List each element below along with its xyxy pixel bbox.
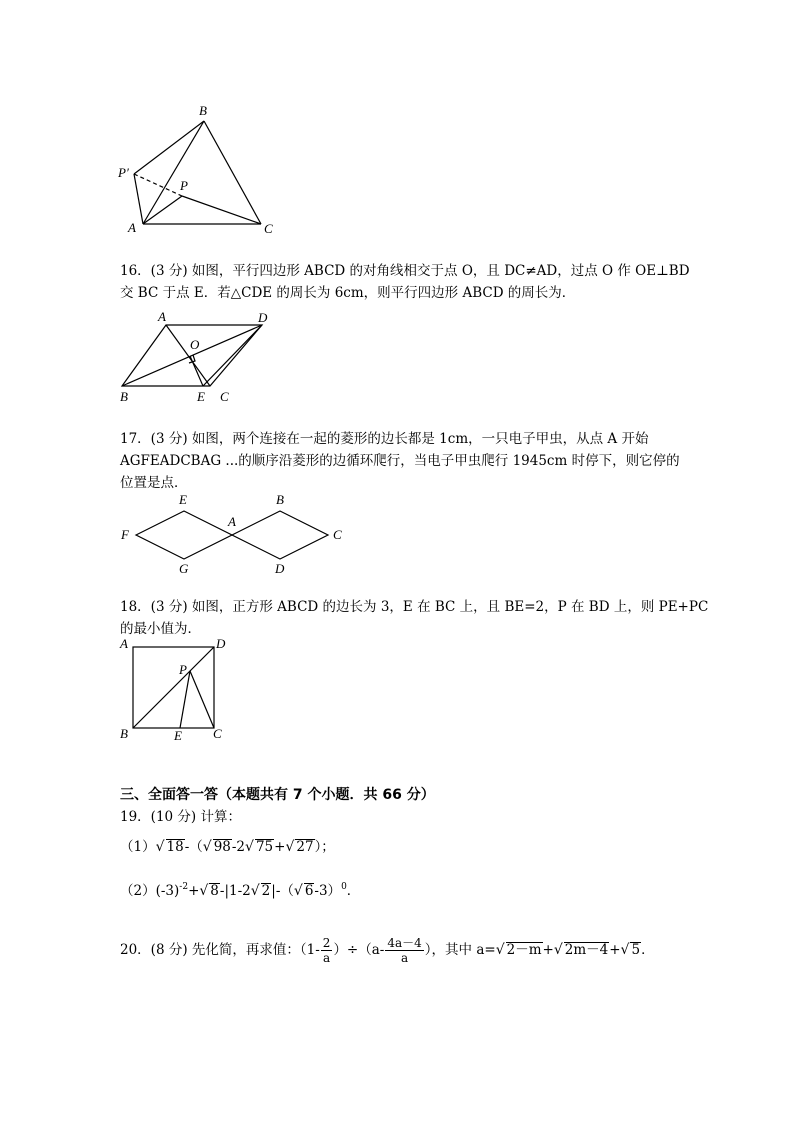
label-b: B: [120, 389, 128, 404]
segment-ba: [143, 121, 204, 224]
dashed-p1p: [134, 174, 182, 196]
q19-p1-m1: -（: [184, 839, 203, 855]
diagonal-ac: [166, 325, 210, 386]
label-c: C: [213, 726, 222, 741]
q18-line2: 的最小值为．: [120, 621, 201, 637]
segment-oe: [190, 356, 203, 386]
q19-p2-m1: +: [188, 883, 200, 899]
label-e: E: [174, 728, 182, 743]
radical-icon: √: [199, 883, 209, 899]
q20-m2: ），其中 a=: [424, 942, 496, 958]
q20-f2-den: a: [401, 951, 409, 965]
q20-fraction-2: [385, 936, 423, 965]
radical-icon: √: [285, 839, 295, 855]
q19-p2-exp1: -2: [179, 882, 189, 892]
label-b: B: [199, 103, 207, 118]
label-d: D: [216, 636, 226, 651]
label-d: D: [258, 310, 268, 325]
segment-p1a: [134, 174, 143, 224]
q20-fraction-1: [321, 936, 333, 965]
label-d: D: [275, 561, 285, 576]
q19-p2-m3: |-（: [271, 883, 294, 899]
radical-icon: √: [245, 839, 254, 855]
label-e: E: [179, 492, 187, 507]
q20-r3: 5: [631, 942, 641, 958]
label-o: O: [190, 337, 200, 352]
segment-pc: [182, 196, 261, 224]
q19-p2-r3: 6: [304, 883, 314, 899]
q19-part1: [120, 836, 335, 858]
radical-icon: √: [250, 883, 260, 899]
label-a: A: [228, 514, 236, 529]
segment-ed: [203, 325, 262, 386]
label-f: F: [121, 527, 129, 542]
label-e: E: [197, 389, 205, 404]
q20-lead: 20．(8 分) 先化简，再求值：（1-: [120, 942, 320, 958]
q20-m1: ）÷（a-: [333, 942, 385, 958]
q19-p1-m3: +: [274, 839, 286, 855]
label-a: A: [158, 309, 166, 324]
radical-icon: √: [293, 883, 303, 899]
q19-p2-r2: 2: [261, 883, 271, 899]
q19-p2-r1: 8: [210, 883, 219, 899]
segment-bc: [204, 121, 261, 224]
label-a: A: [120, 636, 128, 651]
label-p: P: [180, 178, 188, 193]
q19-p1-tail: ）；: [314, 839, 335, 855]
segment-pc: [190, 671, 214, 728]
rhombus-left: [136, 511, 232, 559]
label-a: A: [128, 220, 136, 235]
q19-p1-r3: 75: [255, 839, 274, 855]
section3-heading: 三、全面答一答（本题共有 7 个小题．共 66 分）: [120, 787, 435, 803]
radical-icon: √: [155, 839, 165, 855]
figure-q17-rhombuses: [115, 490, 350, 580]
q20-f1-den: a: [323, 951, 331, 965]
radical-icon: √: [620, 942, 630, 958]
q20-f2-num: 4a－4: [387, 936, 422, 950]
diagonal-bd: [122, 325, 262, 386]
radical-icon: √: [202, 839, 212, 855]
label-c: C: [264, 221, 273, 236]
label-p-prime: P′: [118, 165, 129, 180]
q16-line2: 交 BC 于点 E．若△CDE 的周长为 6cm，则平行四边形 ABCD 的周长为．: [120, 285, 576, 301]
q17-line1: 17．(3 分) 如图，两个连接在一起的菱形的边长都是 1cm，一只电子甲虫，从点 A 开始: [120, 431, 649, 447]
label-g: G: [179, 561, 189, 576]
segment-ap: [143, 196, 182, 224]
label-b: B: [120, 726, 128, 741]
label-p: P: [179, 662, 187, 677]
q19-p1-lead: （1）: [120, 839, 156, 855]
q20-f1-num: 2: [322, 936, 331, 950]
q20-r2: 2m－4: [564, 942, 609, 958]
q19-p2-m2: -|1-2: [219, 883, 251, 899]
q19-p2-tail: ．: [346, 883, 361, 899]
q19-p1-m2: -2: [231, 839, 246, 855]
figure-q15-triangle: [110, 95, 290, 240]
q20-m3: +: [542, 942, 554, 958]
rhombus-right: [232, 511, 328, 559]
q17-line3: 位置是点．: [120, 475, 188, 491]
label-c: C: [220, 389, 229, 404]
q19-p2-lead: （2）(-3): [120, 883, 180, 899]
q17-line2: AGFEADCBAG ...的顺序沿菱形的边循环爬行，当电子甲虫爬行 1945cm 时停下，则它停的: [120, 453, 680, 469]
label-c: C: [333, 527, 342, 542]
figure-q16-parallelogram: [110, 308, 285, 408]
q20-tail: ．: [641, 942, 655, 958]
q16-line1: 16．(3 分) 如图，平行四边形 ABCD 的对角线相交于点 O，且 DC≠AD，过点 O 作 OE⊥BD: [120, 263, 690, 279]
q20-r1: 2－m: [506, 942, 542, 958]
q19-p1-r1: 18: [166, 839, 184, 855]
q19-part2: [120, 876, 360, 902]
figure-q18-square: [110, 634, 240, 744]
q19-p1-r2: 98: [213, 839, 231, 855]
q20-line: [120, 933, 655, 967]
q19-title: 19．(10 分) 计算：: [120, 809, 241, 825]
q19-p1-r4: 27: [296, 839, 314, 855]
q19-p2-m4: -3）: [314, 883, 342, 899]
radical-icon: √: [495, 942, 505, 958]
label-b: B: [276, 492, 284, 507]
q20-m4: +: [609, 942, 621, 958]
radical-icon: √: [553, 942, 563, 958]
q18-line1: 18．(3 分) 如图，正方形 ABCD 的边长为 3，E 在 BC 上，且 BE=2，P 在 BD 上，则 PE+PC: [120, 599, 709, 615]
segment-bp1: [134, 121, 204, 174]
q19-p2-exp2: 0: [341, 882, 347, 892]
diagonal-bd: [133, 647, 214, 728]
